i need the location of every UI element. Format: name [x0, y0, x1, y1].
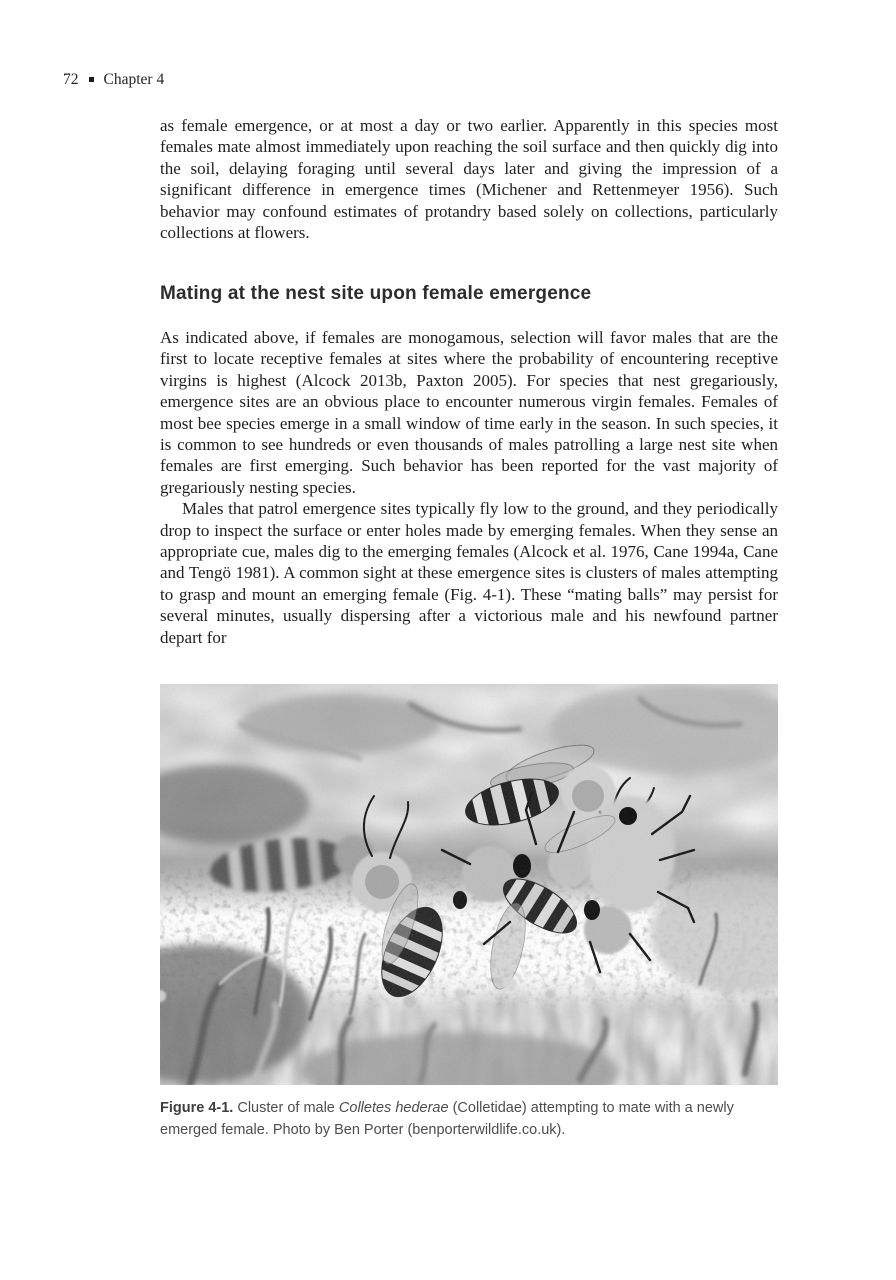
square-bullet-icon	[89, 77, 94, 82]
caption-text-pre: Cluster of male	[237, 1100, 335, 1116]
caption-text-post: (Colletidae) attempting to mate with a newly emerged female. Photo by Ben Porter (benporterwildlife.co.uk).	[160, 1100, 734, 1138]
film-grain-overlay	[160, 684, 778, 1085]
paragraph-1: as female emergence, or at most a day or two earlier. Apparently in this species most females mate almost immediately upon reaching the soil surface and then quickly dig into the soil, delaying foraging until several days later and giving the impression of a significant difference in emergence times (Michener and Rettenmeyer 1956). Such behavior may confound estimates of protandry based solely on collections, particularly collections at flowers.	[160, 116, 778, 243]
figure-label: Figure 4-1.	[160, 1100, 234, 1116]
page-number: 72	[63, 71, 79, 88]
running-head	[63, 71, 164, 89]
figure-photo	[160, 684, 778, 1085]
paragraph-3: Males that patrol emergence sites typically fly low to the ground, and they periodically drop to inspect the surface or enter holes made by emerging females. When they sense an appropriate cue, males dig to the emerging females (Alcock et al. 1976, Cane 1994a, Cane and Tengö 1981). A common sight at these emergence sites is clusters of males attempting to grasp and mount an emerging female (Fig. 4-1). These “mating balls” may persist for several minutes, usually dispersing after a victorious male and his newfound partner depart for	[160, 499, 778, 647]
bee-cluster-photo	[160, 684, 778, 1085]
figure-caption	[160, 1097, 780, 1141]
species-name: Colletes hederae	[338, 1100, 449, 1116]
chapter-title: Chapter 4	[103, 71, 165, 88]
section-heading: Mating at the nest site upon female emergence	[160, 283, 592, 304]
paragraph-block	[160, 327, 778, 648]
paragraph-2: As indicated above, if females are monogamous, selection will favor males that are the first to locate receptive females at sites where the probability of encountering receptive virgins is highest (Alcock 2013b, Paxton 2005). For species that nest gregariously, emergence sites are an obvious place to encounter numerous virgin females. Females of most bee species emerge in a small window of time early in the season. In such species, it is common to see hundreds or even thousands of males patrolling a large nest site when females are first emerging. Such behavior has been reported for the vast majority of gregariously nesting species.	[160, 328, 778, 497]
